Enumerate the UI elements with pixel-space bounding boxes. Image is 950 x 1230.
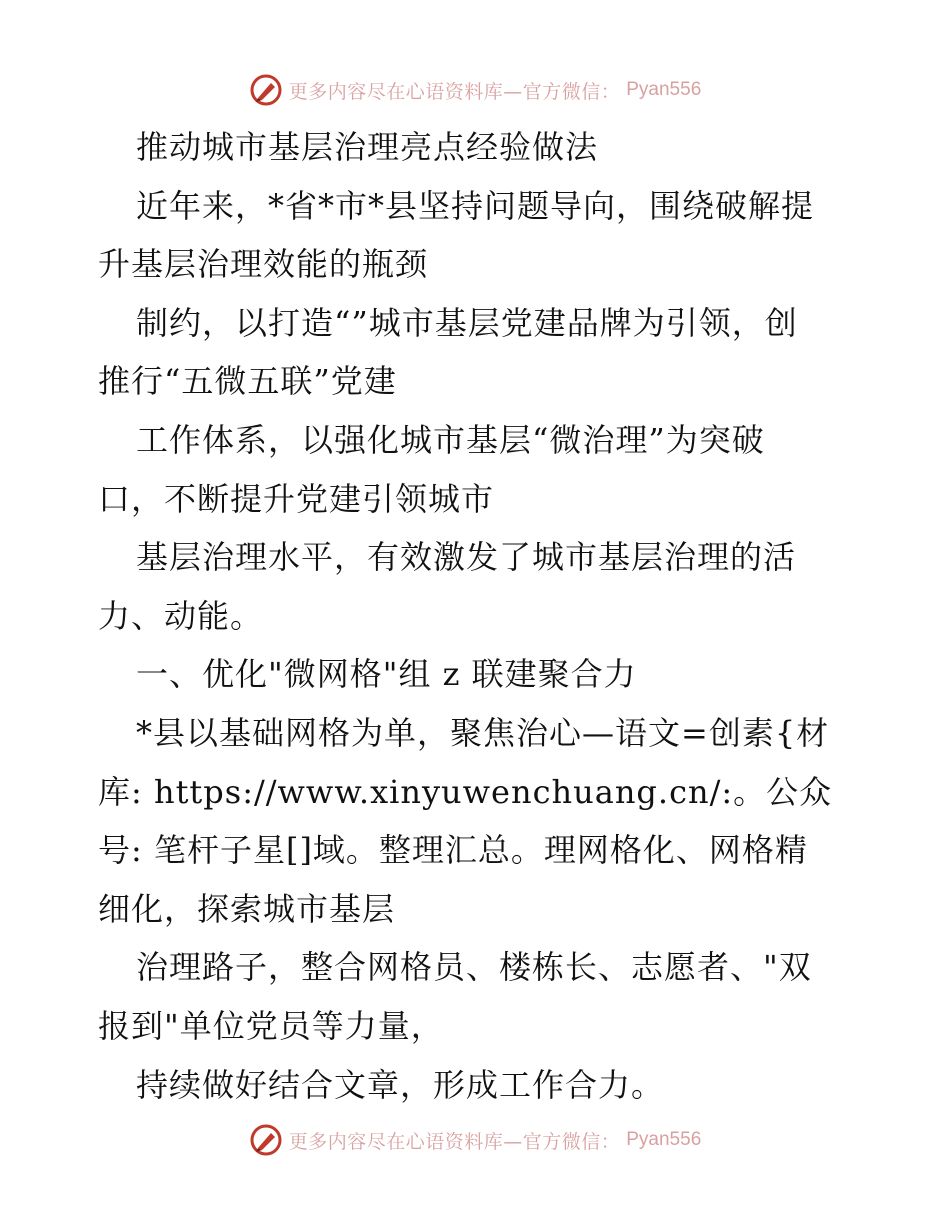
- text-line: 持续做好结合文章，形成工作合力。: [136, 1065, 665, 1104]
- text-line: 推行“五微五联”党建: [98, 362, 397, 401]
- document-body: [98, 118, 858, 1114]
- watermark-wechat-id: Pyan556: [626, 1129, 702, 1150]
- footer-watermark: [0, 1122, 950, 1158]
- text-line: 推动城市基层治理亮点经验做法: [136, 128, 599, 166]
- text-line: 工作体系，以强化城市基层“微治理”为突破: [136, 420, 765, 459]
- watermark-wechat-id: Pyan556: [626, 79, 702, 100]
- header-watermark: [0, 72, 950, 108]
- watermark-text: 更多内容尽在心语资料库—官方微信：: [288, 1130, 621, 1153]
- text-line: 号: 笔杆子星[]域。整理汇总。理网格化、网格精: [98, 831, 808, 870]
- watermark-text: 更多内容尽在心语资料库—官方微信：: [288, 80, 621, 103]
- text-line: 库: https://www.xinyuwenchuang.cn/:。公众: [98, 772, 833, 811]
- text-line: *县以基础网格为单，聚焦治心—语文=创素{材: [136, 713, 830, 752]
- text-line: 报到"单位党员等力量，: [98, 1006, 444, 1045]
- text-line: 一、优化"微网格"组 z 联建聚合力: [136, 655, 637, 694]
- text-line: 口，不断提升党建引领城市: [98, 479, 495, 518]
- pen-logo-icon: [249, 1123, 283, 1157]
- text-line: 细化，探索城市基层: [98, 889, 396, 928]
- text-line: 基层治理水平，有效激发了城市基层治理的活: [136, 538, 797, 577]
- text-line: 近年来，*省*市*县坚持问题导向，围绕破解提: [136, 186, 815, 225]
- text-line: 制约，以打造“”城市基层党建品牌为引领，创: [136, 303, 798, 342]
- text-line: 力、动能。: [98, 596, 264, 635]
- text-line: 治理路子，整合网格员、楼栋长、志愿者、"双: [136, 948, 812, 987]
- pen-logo-icon: [249, 73, 283, 107]
- text-line: 升基层治理效能的瓶颈: [98, 245, 429, 284]
